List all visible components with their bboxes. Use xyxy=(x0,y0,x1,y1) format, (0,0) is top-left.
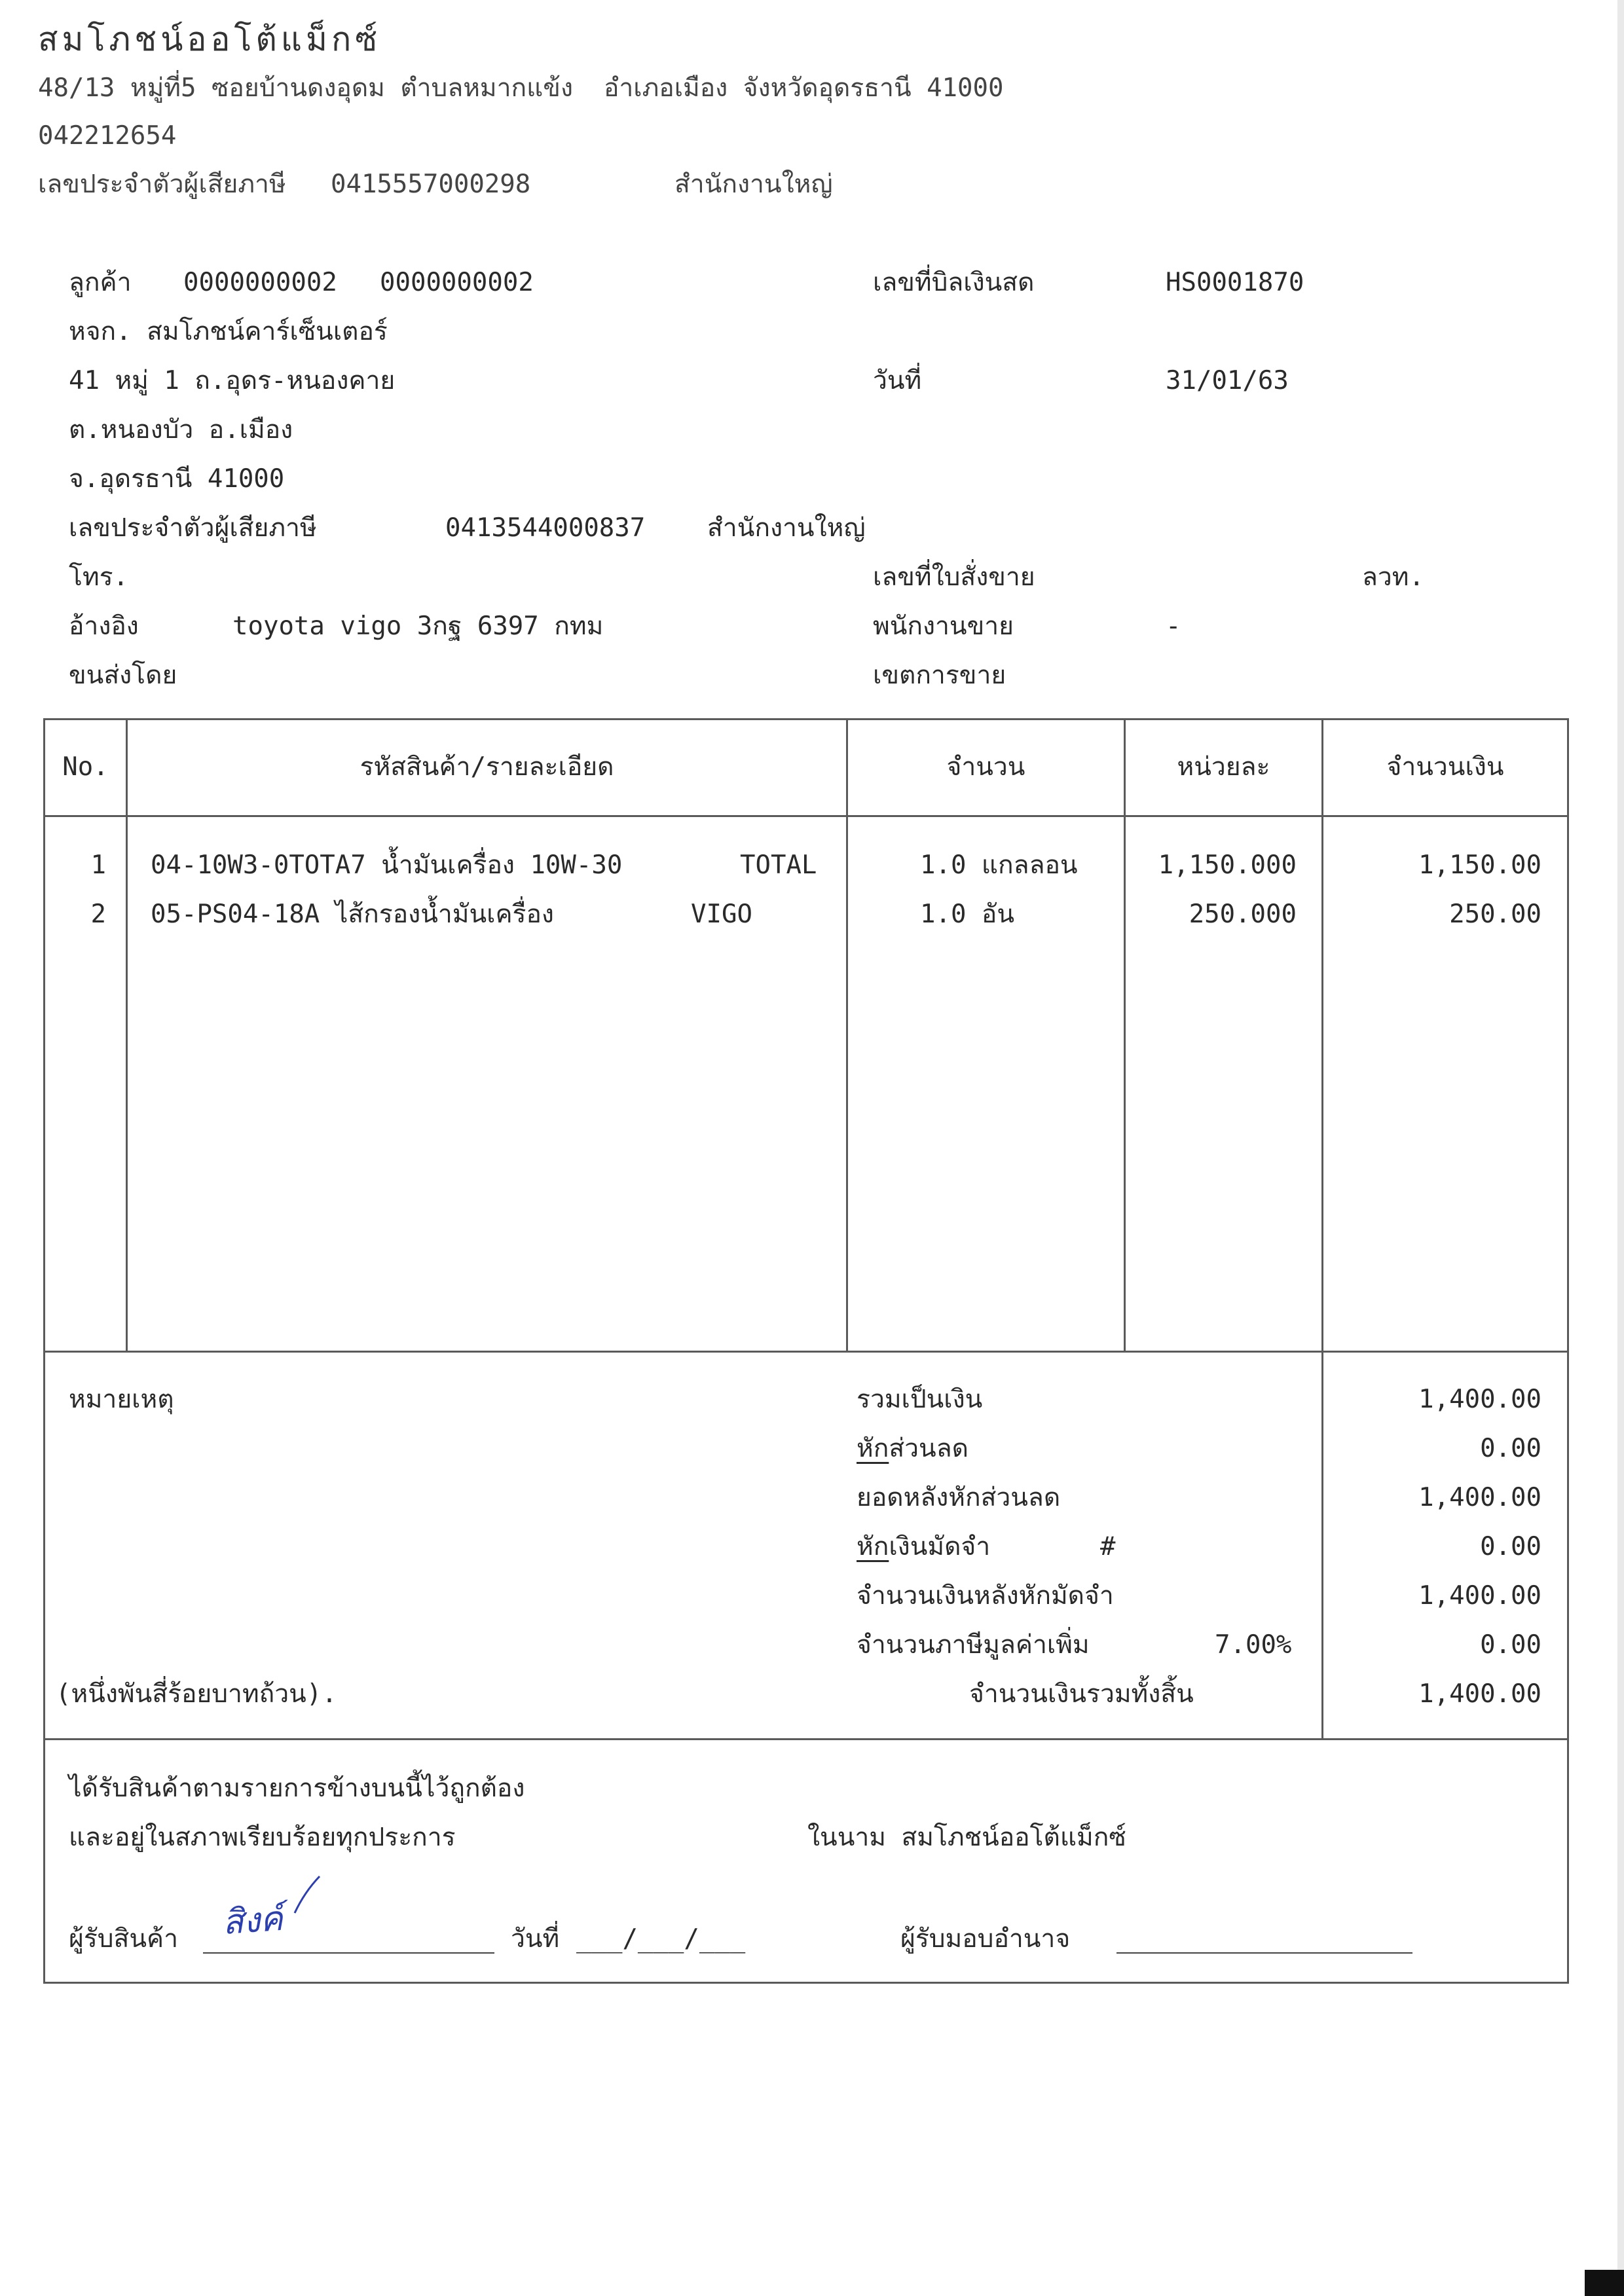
reference-label: อ้างอิง xyxy=(69,611,139,641)
header-amount: จำนวนเงิน xyxy=(1386,752,1504,782)
customer-phone-label: โทร. xyxy=(69,562,129,592)
customer-code-1: 0000000002 xyxy=(183,268,337,297)
company-name: สมโภชน์ออโต้แม็กซ์ xyxy=(38,20,382,58)
deposit-hash: # xyxy=(1100,1532,1116,1561)
customer-branch: สำนักงานใหญ่ xyxy=(707,513,866,543)
shipping-label: ขนส่งโดย xyxy=(69,661,177,690)
subtotal-value: 1,400.00 xyxy=(1418,1385,1541,1414)
col-divider-qty xyxy=(1124,718,1126,1352)
received-text-2: และอยู่ในสภาพเรียบร้อยทุกประการ xyxy=(69,1823,456,1852)
row-1-amount: 1,150.00 xyxy=(1418,850,1541,880)
discount-deduct-word: หัก xyxy=(857,1434,889,1463)
scan-corner-mark xyxy=(1585,2270,1624,2296)
discount-label-text: ส่วนลด xyxy=(889,1434,969,1463)
header-divider xyxy=(43,815,1569,817)
company-tax-id: 0415557000298 xyxy=(331,170,531,199)
salesperson-label: พนักงานขาย xyxy=(873,611,1014,641)
sales-order-extra: ลวท. xyxy=(1362,562,1424,592)
row-1-quantity: 1.0 แกลลอน xyxy=(920,850,1078,880)
customer-address-2: ต.หนองบัว อ.เมือง xyxy=(69,415,293,445)
customer-tax-label: เลขประจำตัวผู้เสียภาษี xyxy=(69,513,317,543)
header-unit-price: หน่วยละ xyxy=(1177,752,1270,782)
header-quantity: จำนวน xyxy=(946,752,1025,782)
salesperson-value: - xyxy=(1166,611,1181,641)
header-no: No. xyxy=(62,752,109,782)
row-1-tag: TOTAL xyxy=(740,850,817,880)
deposit-label-text: เงินมัดจำ xyxy=(889,1532,991,1561)
customer-name: หจก. สมโภชน์คาร์เซ็นเตอร์ xyxy=(69,317,388,346)
row-2-no: 2 xyxy=(90,900,106,929)
amount-in-words: (หนึ่งพันสี่ร้อยบาทถ้วน). xyxy=(56,1679,337,1709)
company-tax-label: เลขประจำตัวผู้เสียภาษี xyxy=(38,170,286,199)
after-deposit-value: 1,400.00 xyxy=(1418,1581,1541,1611)
row-2-unit-price: 250.000 xyxy=(1189,900,1297,929)
company-branch: สำนักงานใหญ่ xyxy=(674,170,833,199)
bill-no-value: HS0001870 xyxy=(1166,268,1304,297)
sales-order-label: เลขที่ใบสั่งขาย xyxy=(873,562,1035,592)
deposit-label xyxy=(857,1534,990,1559)
grand-total-value: 1,400.00 xyxy=(1418,1679,1541,1709)
discount-value: 0.00 xyxy=(1480,1434,1541,1463)
receiver-label: ผู้รับสินค้า xyxy=(69,1924,179,1954)
row-2-description: 05-PS04-18A ไส้กรองน้ำมันเครื่อง xyxy=(151,900,554,929)
customer-code-2: 0000000002 xyxy=(380,268,534,297)
company-phone: 042212654 xyxy=(38,121,177,151)
vat-rate: 7.00% xyxy=(1215,1630,1292,1660)
row-1-description: 04-10W3-0TOTA7 น้ำมันเครื่อง 10W-30 xyxy=(151,850,623,880)
on-behalf-text: ในนาม สมโภชน์ออโต้แม็กซ์ xyxy=(807,1823,1126,1852)
bill-no-label: เลขที่บิลเงินสด xyxy=(873,268,1035,297)
receive-date-blank: ___/___/___ xyxy=(576,1924,746,1954)
bill-date-value: 31/01/63 xyxy=(1166,366,1289,395)
after-discount-label: ยอดหลังหักส่วนลด xyxy=(857,1483,1061,1512)
row-2-quantity: 1.0 อัน xyxy=(920,900,1015,929)
vat-label: จำนวนภาษีมูลค่าเพิ่ม xyxy=(857,1630,1090,1660)
grand-total-label: จำนวนเงินรวมทั้งสิ้น xyxy=(969,1679,1194,1709)
deposit-value: 0.00 xyxy=(1480,1532,1541,1561)
company-address: 48/13 หมู่ที่5 ซอยบ้านดงอุดม ตำบลหมากแข้ง อำเภอเมือง จังหวัดอุดรธานี 41000 xyxy=(38,73,1004,103)
receiver-signature-line xyxy=(203,1952,494,1954)
sales-area-label: เขตการขาย xyxy=(873,661,1006,690)
signature-stroke xyxy=(288,1872,327,1918)
col-divider-desc xyxy=(846,718,848,1352)
customer-address-3: จ.อุดรธานี 41000 xyxy=(69,464,285,494)
remark-label: หมายเหตุ xyxy=(69,1385,174,1414)
vat-value: 0.00 xyxy=(1480,1630,1541,1660)
header-description: รหัสสินค้า/รายละเอียด xyxy=(360,752,614,782)
customer-label: ลูกค้า xyxy=(69,268,132,297)
customer-tax-id: 0413544000837 xyxy=(445,513,646,543)
receiver-signature: สิงค์ xyxy=(221,1899,284,1943)
after-deposit-label: จำนวนเงินหลังหักมัดจำ xyxy=(857,1581,1114,1611)
col-divider-no xyxy=(126,718,128,1352)
subtotal-label: รวมเป็นเงิน xyxy=(857,1385,983,1414)
row-1-unit-price: 1,150.000 xyxy=(1158,850,1297,880)
items-bottom-divider xyxy=(43,1351,1569,1353)
summary-bottom-divider xyxy=(43,1738,1569,1740)
authorized-label: ผู้รับมอบอำนาจ xyxy=(900,1924,1071,1954)
deposit-deduct-word: หัก xyxy=(857,1532,889,1561)
row-2-amount: 250.00 xyxy=(1449,900,1541,929)
reference-value: toyota vigo 3กฐ 6397 กทม xyxy=(232,611,604,641)
authorized-signature-line xyxy=(1116,1952,1412,1954)
customer-address-1: 41 หมู่ 1 ถ.อุดร-หนองคาย xyxy=(69,366,396,395)
row-1-no: 1 xyxy=(90,850,106,880)
receive-date-label: วันที่ xyxy=(511,1924,560,1954)
received-text-1: ได้รับสินค้าตามรายการข้างบนนี้ไว้ถูกต้อง xyxy=(69,1774,525,1803)
scan-edge xyxy=(1617,0,1624,2296)
bill-date-label: วันที่ xyxy=(873,366,922,395)
after-discount-value: 1,400.00 xyxy=(1418,1483,1541,1512)
discount-label xyxy=(857,1436,969,1461)
row-2-tag: VIGO xyxy=(691,900,752,929)
